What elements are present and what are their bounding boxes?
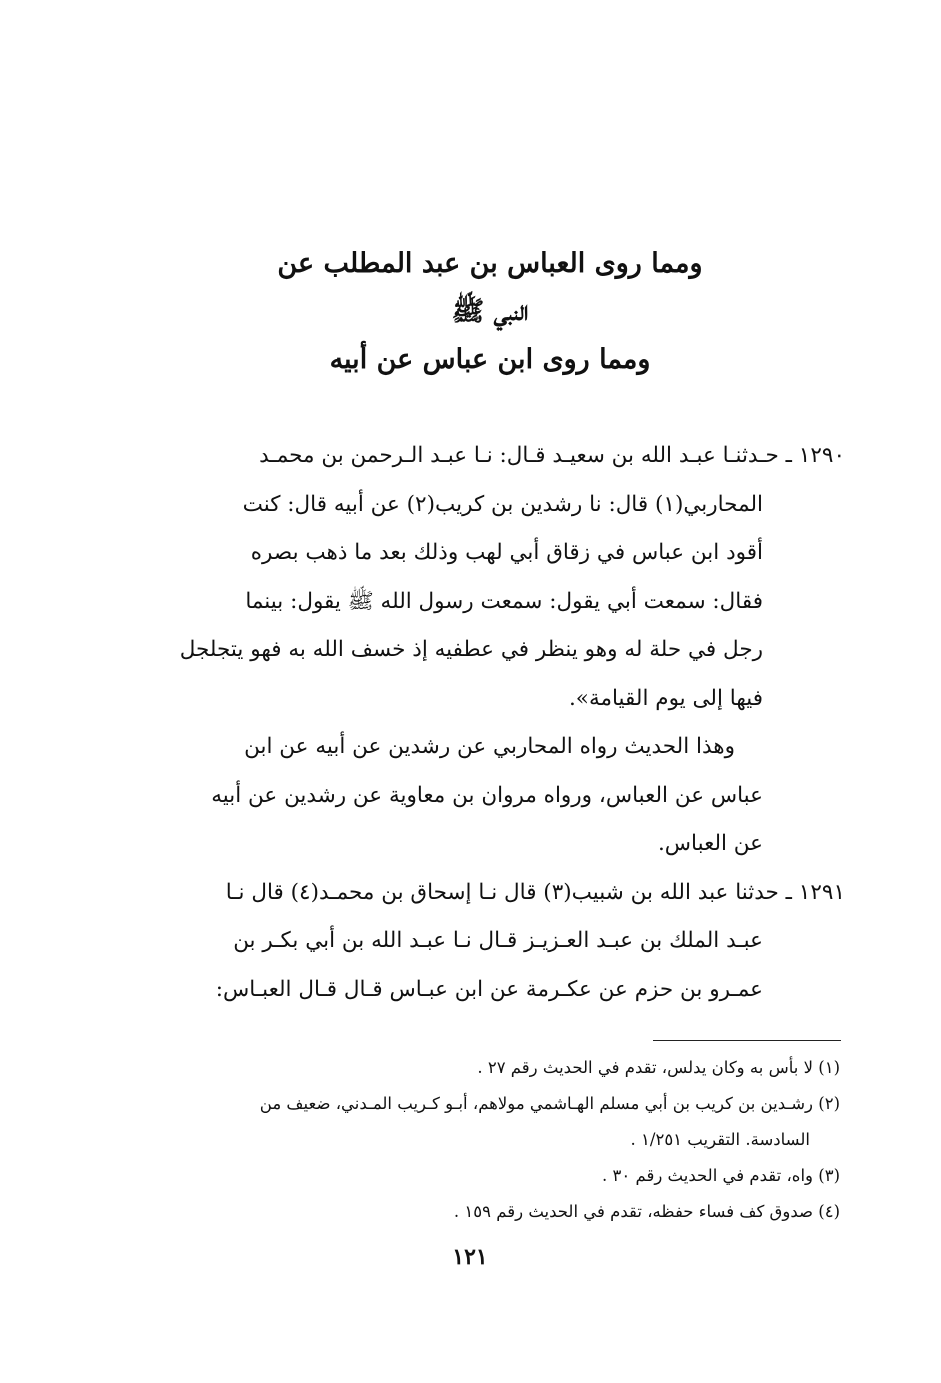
footnote-2-continuation: السادسة. التقريب ١/٢٥١ .: [630, 1130, 810, 1149]
heading-line-1: ومما روى العباس بن عبد المطلب عن: [277, 248, 703, 279]
hadith-1290-line-2: المحاربي(١) قال: نا رشدين بن كريب(٢) عن أبيه قال: كنت: [242, 491, 763, 517]
footnote-4: (٤) صدوق كف فساء حفظه، تقدم في الحديث رقم ١٥٩ .: [453, 1202, 840, 1221]
footnote-3: (٣) واه، تقدم في الحديث رقم ٣٠ .: [602, 1166, 840, 1185]
heading-line-2: النبي ﷺ: [451, 296, 529, 327]
section-heading: [140, 240, 840, 384]
commentary-line-1: وهذا الحديث رواه المحاربي عن رشدين عن أبيه عن ابن: [244, 734, 735, 759]
commentary-line-2: عباس عن العباس، ورواه مروان بن معاوية عن رشدين عن أبيه: [211, 782, 763, 808]
hadith-number: ١٢٩٠ ـ: [785, 443, 845, 468]
hadith-1290: [140, 432, 845, 723]
hadith-1291-first-line: [140, 869, 845, 918]
hadith-1291-line-2: عبـد الملك بن عبـد العـزيـز قـال نـا عبـد الله بن أبي بكـر بن: [233, 928, 763, 953]
commentary-paragraph: [140, 723, 845, 869]
hadith-1290-line-6: فيها إلى يوم القيامة».: [568, 685, 763, 711]
footnotes: [140, 1050, 840, 1230]
hadith-1291: [140, 869, 845, 1015]
main-text: [140, 432, 845, 1014]
commentary-line-3: عن العباس.: [657, 831, 763, 856]
hadith-1290-first-line: [140, 432, 845, 481]
hadith-1290-line-1: حـدثنـا عبـد الله بن سعيـد قـال: نـا عبـد الـرحمن بن محمـد: [259, 443, 779, 468]
hadith-1290-line-5: رجل في حلة له وهو ينظر في عطفيه إذ خسف الله به فهو يتجلجل: [179, 637, 763, 662]
hadith-1291-line-3: عمـرو بن حزم عن عكـرمة عن ابن عبـاس قـال قـال العبـاس:: [215, 976, 763, 1002]
hadith-1290-line-4: فقال: سمعت أبي يقول: سمعت رسول الله ﷺ يقول: بينما: [245, 588, 763, 614]
hadith-1291-line-1: حدثنا عبد الله بن شبيب(٣) قال نـا إسحاق بن محمـد(٤) قال نـا: [225, 879, 779, 905]
footnote-1: (١) لا بأس به وكان يدلس، تقدم في الحديث رقم ٢٧ .: [477, 1058, 840, 1077]
hadith-1290-line-3: أقود ابن عباس في زقاق أبي لهب وذلك بعد ما ذهب بصره: [250, 540, 763, 565]
footnote-separator: [653, 1040, 841, 1041]
footnote-2: (٢) رشـدين بن كريب بن أبي مسلم الهـاشمي مولاهم، أبـو كـريب المـدني، ضعيف من السادسة. التقريب ١/٢٥١ .: [140, 1086, 840, 1158]
hadith-number: ١٢٩١ ـ: [785, 879, 845, 905]
page-number: ١٢١: [452, 1244, 488, 1270]
heading-line-3: ومما روى ابن عباس عن أبيه: [329, 344, 651, 375]
